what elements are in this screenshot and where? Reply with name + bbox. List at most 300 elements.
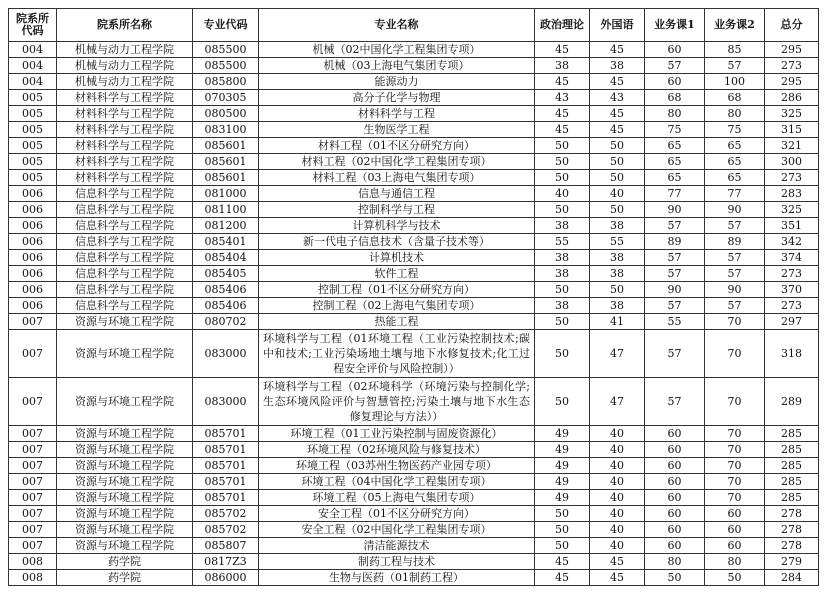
course-2-score-cell: 68 [705, 90, 765, 106]
dept-name-cell: 信息科学与工程学院 [57, 202, 193, 218]
course-1-score-cell: 68 [645, 90, 705, 106]
dept-code-cell: 004 [9, 74, 57, 90]
table-row [9, 522, 819, 538]
dept-code-cell: 006 [9, 266, 57, 282]
major-name-cell: 制药工程与技术 [259, 554, 535, 570]
dept-name-cell: 材料科学与工程学院 [57, 170, 193, 186]
major-code-cell: 085401 [193, 234, 259, 250]
total-score-cell: 285 [765, 442, 819, 458]
course-2-score-cell: 100 [705, 74, 765, 90]
dept-code-cell: 006 [9, 250, 57, 266]
major-code-cell: 085406 [193, 282, 259, 298]
major-name-cell: 环境工程（05上海电气集团专项） [259, 490, 535, 506]
table-row [9, 202, 819, 218]
foreign-language-score-cell: 40 [590, 522, 645, 538]
course-1-score-cell: 57 [645, 218, 705, 234]
dept-name-cell: 材料科学与工程学院 [57, 90, 193, 106]
politics-score-cell: 49 [535, 442, 590, 458]
foreign-language-score-cell: 45 [590, 554, 645, 570]
major-name-cell: 热能工程 [259, 314, 535, 330]
foreign-language-score-cell: 40 [590, 506, 645, 522]
table-row [9, 282, 819, 298]
dept-name-cell: 材料科学与工程学院 [57, 122, 193, 138]
politics-score-cell: 38 [535, 298, 590, 314]
dept-code-cell: 006 [9, 234, 57, 250]
foreign-language-score-cell: 38 [590, 298, 645, 314]
dept-name-cell: 信息科学与工程学院 [57, 298, 193, 314]
foreign-language-score-cell: 40 [590, 538, 645, 554]
major-code-cell: 085404 [193, 250, 259, 266]
total-score-cell: 325 [765, 106, 819, 122]
course-2-score-cell: 57 [705, 58, 765, 74]
dept-name-cell: 资源与环境工程学院 [57, 330, 193, 378]
politics-score-cell: 43 [535, 90, 590, 106]
course-2-score-cell: 50 [705, 570, 765, 586]
table-row [9, 442, 819, 458]
dept-name-cell: 信息科学与工程学院 [57, 266, 193, 282]
dept-name-cell: 材料科学与工程学院 [57, 138, 193, 154]
course-1-score-cell: 80 [645, 554, 705, 570]
foreign-language-score-cell: 40 [590, 458, 645, 474]
table-row [9, 250, 819, 266]
dept-name-cell: 资源与环境工程学院 [57, 474, 193, 490]
dept-code-cell: 007 [9, 474, 57, 490]
course-1-score-cell: 77 [645, 186, 705, 202]
politics-score-cell: 50 [535, 506, 590, 522]
major-name-cell: 新一代电子信息技术（含量子技术等） [259, 234, 535, 250]
politics-score-cell: 45 [535, 74, 590, 90]
table-row [9, 58, 819, 74]
course-1-score-cell: 57 [645, 378, 705, 426]
politics-score-cell: 50 [535, 522, 590, 538]
total-score-cell: 295 [765, 42, 819, 58]
politics-score-cell: 38 [535, 250, 590, 266]
dept-code-cell: 007 [9, 330, 57, 378]
dept-code-cell: 005 [9, 170, 57, 186]
politics-score-cell: 50 [535, 378, 590, 426]
major-code-cell: 083100 [193, 122, 259, 138]
total-score-cell: 273 [765, 266, 819, 282]
total-score-cell: 278 [765, 538, 819, 554]
course-2-score-cell: 70 [705, 474, 765, 490]
major-name-cell: 软件工程 [259, 266, 535, 282]
total-score-cell: 321 [765, 138, 819, 154]
table-row [9, 538, 819, 554]
foreign-language-score-cell: 50 [590, 282, 645, 298]
major-name-cell: 高分子化学与物理 [259, 90, 535, 106]
total-score-cell: 325 [765, 202, 819, 218]
score-table-wrapper [8, 8, 819, 586]
course-2-score-cell: 80 [705, 106, 765, 122]
course-1-score-cell: 90 [645, 202, 705, 218]
total-score-cell: 285 [765, 458, 819, 474]
dept-name-cell: 资源与环境工程学院 [57, 442, 193, 458]
major-name-cell: 环境工程（03苏州生物医药产业园专项） [259, 458, 535, 474]
course-1-score-cell: 65 [645, 154, 705, 170]
foreign-language-score-cell: 38 [590, 218, 645, 234]
major-name-cell: 能源动力 [259, 74, 535, 90]
foreign-language-score-cell: 55 [590, 234, 645, 250]
dept-name-cell: 资源与环境工程学院 [57, 538, 193, 554]
dept-name-cell: 信息科学与工程学院 [57, 250, 193, 266]
major-code-cell: 085701 [193, 490, 259, 506]
foreign-language-score-cell: 40 [590, 186, 645, 202]
foreign-language-score-cell: 45 [590, 570, 645, 586]
course-2-score-cell: 70 [705, 314, 765, 330]
major-code-cell: 085500 [193, 42, 259, 58]
dept-name-cell: 资源与环境工程学院 [57, 458, 193, 474]
course-1-score-cell: 80 [645, 106, 705, 122]
dept-name-cell: 资源与环境工程学院 [57, 490, 193, 506]
total-score-cell: 283 [765, 186, 819, 202]
foreign-language-score-cell: 40 [590, 490, 645, 506]
politics-score-cell: 50 [535, 154, 590, 170]
foreign-language-score-cell: 41 [590, 314, 645, 330]
major-code-cell: 085701 [193, 458, 259, 474]
dept-name-cell: 资源与环境工程学院 [57, 426, 193, 442]
major-name-cell: 清洁能源技术 [259, 538, 535, 554]
major-code-cell: 081200 [193, 218, 259, 234]
politics-score-cell: 49 [535, 474, 590, 490]
total-score-cell: 273 [765, 58, 819, 74]
table-row [9, 506, 819, 522]
politics-score-cell: 50 [535, 282, 590, 298]
table-row [9, 106, 819, 122]
course-1-score-cell: 60 [645, 522, 705, 538]
total-score-cell: 273 [765, 298, 819, 314]
table-row [9, 490, 819, 506]
major-name-cell: 环境工程（02环境风险与修复技术） [259, 442, 535, 458]
major-code-cell: 085500 [193, 58, 259, 74]
total-score-cell: 342 [765, 234, 819, 250]
politics-score-cell: 55 [535, 234, 590, 250]
header-dept-code: 院系所 代码 [9, 9, 57, 42]
header-course-1: 业务课1 [645, 9, 705, 42]
course-2-score-cell: 65 [705, 170, 765, 186]
course-1-score-cell: 57 [645, 58, 705, 74]
total-score-cell: 295 [765, 74, 819, 90]
dept-name-cell: 机械与动力工程学院 [57, 74, 193, 90]
total-score-cell: 289 [765, 378, 819, 426]
course-1-score-cell: 60 [645, 490, 705, 506]
dept-name-cell: 药学院 [57, 554, 193, 570]
score-table [8, 8, 819, 586]
table-row [9, 266, 819, 282]
major-code-cell: 085405 [193, 266, 259, 282]
major-code-cell: 081000 [193, 186, 259, 202]
course-2-score-cell: 70 [705, 330, 765, 378]
course-1-score-cell: 90 [645, 282, 705, 298]
table-row [9, 570, 819, 586]
foreign-language-score-cell: 38 [590, 58, 645, 74]
foreign-language-score-cell: 38 [590, 250, 645, 266]
course-1-score-cell: 57 [645, 298, 705, 314]
course-2-score-cell: 60 [705, 538, 765, 554]
politics-score-cell: 50 [535, 314, 590, 330]
course-1-score-cell: 57 [645, 250, 705, 266]
table-row [9, 74, 819, 90]
dept-code-cell: 007 [9, 442, 57, 458]
course-2-score-cell: 57 [705, 250, 765, 266]
course-2-score-cell: 65 [705, 138, 765, 154]
course-1-score-cell: 60 [645, 474, 705, 490]
total-score-cell: 285 [765, 426, 819, 442]
dept-code-cell: 004 [9, 58, 57, 74]
politics-score-cell: 45 [535, 570, 590, 586]
politics-score-cell: 45 [535, 106, 590, 122]
table-row [9, 458, 819, 474]
major-name-cell: 控制工程（01不区分研究方向） [259, 282, 535, 298]
foreign-language-score-cell: 45 [590, 122, 645, 138]
dept-code-cell: 005 [9, 90, 57, 106]
dept-name-cell: 信息科学与工程学院 [57, 218, 193, 234]
header-politics: 政治理论 [535, 9, 590, 42]
course-1-score-cell: 60 [645, 506, 705, 522]
total-score-cell: 285 [765, 490, 819, 506]
major-code-cell: 083000 [193, 330, 259, 378]
major-code-cell: 085702 [193, 506, 259, 522]
course-2-score-cell: 90 [705, 282, 765, 298]
major-name-cell: 环境科学与工程（01环境工程（工业污染控制技术;碳中和技术;工业污染场地土壤与地下水修复技术;化工过程安全评价与风险控制）） [259, 330, 535, 378]
foreign-language-score-cell: 45 [590, 42, 645, 58]
course-1-score-cell: 60 [645, 426, 705, 442]
foreign-language-score-cell: 50 [590, 154, 645, 170]
course-2-score-cell: 70 [705, 442, 765, 458]
header-total: 总分 [765, 9, 819, 42]
major-code-cell: 085800 [193, 74, 259, 90]
politics-score-cell: 40 [535, 186, 590, 202]
dept-code-cell: 006 [9, 218, 57, 234]
major-code-cell: 085701 [193, 426, 259, 442]
dept-code-cell: 005 [9, 154, 57, 170]
dept-code-cell: 004 [9, 42, 57, 58]
course-1-score-cell: 60 [645, 458, 705, 474]
major-name-cell: 环境工程（04中国化学工程集团专项） [259, 474, 535, 490]
course-2-score-cell: 89 [705, 234, 765, 250]
politics-score-cell: 50 [535, 138, 590, 154]
table-row [9, 90, 819, 106]
table-row [9, 554, 819, 570]
header-major-code: 专业代码 [193, 9, 259, 42]
major-code-cell: 080500 [193, 106, 259, 122]
dept-name-cell: 资源与环境工程学院 [57, 314, 193, 330]
header-row [9, 9, 819, 42]
major-code-cell: 085701 [193, 442, 259, 458]
foreign-language-score-cell: 40 [590, 426, 645, 442]
dept-code-cell: 005 [9, 138, 57, 154]
foreign-language-score-cell: 38 [590, 266, 645, 282]
major-name-cell: 信息与通信工程 [259, 186, 535, 202]
major-code-cell: 085601 [193, 138, 259, 154]
course-1-score-cell: 60 [645, 74, 705, 90]
major-code-cell: 085701 [193, 474, 259, 490]
dept-code-cell: 007 [9, 378, 57, 426]
course-2-score-cell: 70 [705, 378, 765, 426]
total-score-cell: 278 [765, 522, 819, 538]
major-name-cell: 控制工程（02上海电气集团专项） [259, 298, 535, 314]
total-score-cell: 297 [765, 314, 819, 330]
course-1-score-cell: 60 [645, 442, 705, 458]
dept-code-cell: 006 [9, 282, 57, 298]
course-1-score-cell: 65 [645, 170, 705, 186]
dept-code-cell: 007 [9, 490, 57, 506]
politics-score-cell: 45 [535, 42, 590, 58]
foreign-language-score-cell: 43 [590, 90, 645, 106]
table-row [9, 42, 819, 58]
course-2-score-cell: 57 [705, 298, 765, 314]
dept-name-cell: 信息科学与工程学院 [57, 186, 193, 202]
major-name-cell: 机械（03上海电气集团专项） [259, 58, 535, 74]
table-row [9, 474, 819, 490]
total-score-cell: 284 [765, 570, 819, 586]
header-course-2: 业务课2 [705, 9, 765, 42]
course-2-score-cell: 70 [705, 458, 765, 474]
dept-name-cell: 药学院 [57, 570, 193, 586]
major-code-cell: 0817Z3 [193, 554, 259, 570]
dept-code-cell: 007 [9, 538, 57, 554]
dept-name-cell: 资源与环境工程学院 [57, 506, 193, 522]
total-score-cell: 318 [765, 330, 819, 378]
dept-code-cell: 006 [9, 298, 57, 314]
major-code-cell: 080702 [193, 314, 259, 330]
table-row [9, 234, 819, 250]
politics-score-cell: 45 [535, 122, 590, 138]
total-score-cell: 285 [765, 474, 819, 490]
dept-name-cell: 机械与动力工程学院 [57, 42, 193, 58]
dept-code-cell: 005 [9, 122, 57, 138]
table-row [9, 330, 819, 378]
politics-score-cell: 45 [535, 554, 590, 570]
total-score-cell: 374 [765, 250, 819, 266]
foreign-language-score-cell: 47 [590, 378, 645, 426]
dept-code-cell: 006 [9, 186, 57, 202]
total-score-cell: 278 [765, 506, 819, 522]
course-2-score-cell: 60 [705, 522, 765, 538]
politics-score-cell: 50 [535, 202, 590, 218]
dept-name-cell: 信息科学与工程学院 [57, 282, 193, 298]
major-name-cell: 计算机技术 [259, 250, 535, 266]
table-row [9, 426, 819, 442]
course-2-score-cell: 65 [705, 154, 765, 170]
foreign-language-score-cell: 50 [590, 138, 645, 154]
dept-name-cell: 材料科学与工程学院 [57, 106, 193, 122]
dept-code-cell: 007 [9, 506, 57, 522]
major-code-cell: 085601 [193, 154, 259, 170]
course-1-score-cell: 55 [645, 314, 705, 330]
foreign-language-score-cell: 40 [590, 474, 645, 490]
total-score-cell: 351 [765, 218, 819, 234]
header-dept-name: 院系所名称 [57, 9, 193, 42]
major-name-cell: 材料科学与工程 [259, 106, 535, 122]
major-code-cell: 081100 [193, 202, 259, 218]
course-1-score-cell: 89 [645, 234, 705, 250]
politics-score-cell: 49 [535, 426, 590, 442]
dept-name-cell: 信息科学与工程学院 [57, 234, 193, 250]
major-code-cell: 083000 [193, 378, 259, 426]
dept-name-cell: 机械与动力工程学院 [57, 58, 193, 74]
politics-score-cell: 38 [535, 218, 590, 234]
course-2-score-cell: 70 [705, 426, 765, 442]
total-score-cell: 273 [765, 170, 819, 186]
course-1-score-cell: 57 [645, 266, 705, 282]
course-2-score-cell: 80 [705, 554, 765, 570]
header-foreign-language: 外国语 [590, 9, 645, 42]
dept-code-cell: 006 [9, 202, 57, 218]
dept-name-cell: 资源与环境工程学院 [57, 522, 193, 538]
major-code-cell: 085702 [193, 522, 259, 538]
table-row [9, 122, 819, 138]
course-2-score-cell: 75 [705, 122, 765, 138]
dept-code-cell: 008 [9, 570, 57, 586]
dept-code-cell: 007 [9, 522, 57, 538]
politics-score-cell: 38 [535, 58, 590, 74]
politics-score-cell: 49 [535, 490, 590, 506]
total-score-cell: 286 [765, 90, 819, 106]
foreign-language-score-cell: 45 [590, 106, 645, 122]
major-name-cell: 机械（02中国化学工程集团专项） [259, 42, 535, 58]
table-row [9, 138, 819, 154]
course-2-score-cell: 57 [705, 266, 765, 282]
course-2-score-cell: 60 [705, 506, 765, 522]
table-row [9, 186, 819, 202]
total-score-cell: 315 [765, 122, 819, 138]
dept-code-cell: 007 [9, 458, 57, 474]
dept-code-cell: 007 [9, 314, 57, 330]
foreign-language-score-cell: 47 [590, 330, 645, 378]
foreign-language-score-cell: 50 [590, 202, 645, 218]
major-name-cell: 材料工程（03上海电气集团专项） [259, 170, 535, 186]
major-name-cell: 计算机科学与技术 [259, 218, 535, 234]
table-row [9, 378, 819, 426]
politics-score-cell: 50 [535, 170, 590, 186]
major-code-cell: 085807 [193, 538, 259, 554]
major-name-cell: 生物与医药（01制药工程） [259, 570, 535, 586]
major-name-cell: 控制科学与工程 [259, 202, 535, 218]
header-major-name: 专业名称 [259, 9, 535, 42]
dept-code-cell: 007 [9, 426, 57, 442]
course-2-score-cell: 85 [705, 42, 765, 58]
course-2-score-cell: 57 [705, 218, 765, 234]
dept-code-cell: 005 [9, 106, 57, 122]
foreign-language-score-cell: 45 [590, 74, 645, 90]
dept-name-cell: 材料科学与工程学院 [57, 154, 193, 170]
major-name-cell: 材料工程（01不区分研究方向） [259, 138, 535, 154]
table-row [9, 170, 819, 186]
dept-name-cell: 资源与环境工程学院 [57, 378, 193, 426]
major-name-cell: 环境工程（01工业污染控制与固废资源化） [259, 426, 535, 442]
politics-score-cell: 50 [535, 538, 590, 554]
major-code-cell: 085601 [193, 170, 259, 186]
table-row [9, 314, 819, 330]
foreign-language-score-cell: 40 [590, 442, 645, 458]
course-1-score-cell: 65 [645, 138, 705, 154]
major-name-cell: 生物医学工程 [259, 122, 535, 138]
course-1-score-cell: 60 [645, 42, 705, 58]
course-2-score-cell: 90 [705, 202, 765, 218]
major-code-cell: 070305 [193, 90, 259, 106]
table-body [9, 42, 819, 586]
course-2-score-cell: 70 [705, 490, 765, 506]
table-row [9, 218, 819, 234]
total-score-cell: 370 [765, 282, 819, 298]
major-name-cell: 环境科学与工程（02环境科学（环境污染与控制化学;生态环境风险评价与智慧管控;污染土壤与地下水生态修复理论与方法）） [259, 378, 535, 426]
major-code-cell: 085406 [193, 298, 259, 314]
course-1-score-cell: 50 [645, 570, 705, 586]
course-1-score-cell: 57 [645, 330, 705, 378]
politics-score-cell: 38 [535, 266, 590, 282]
total-score-cell: 279 [765, 554, 819, 570]
major-code-cell: 086000 [193, 570, 259, 586]
